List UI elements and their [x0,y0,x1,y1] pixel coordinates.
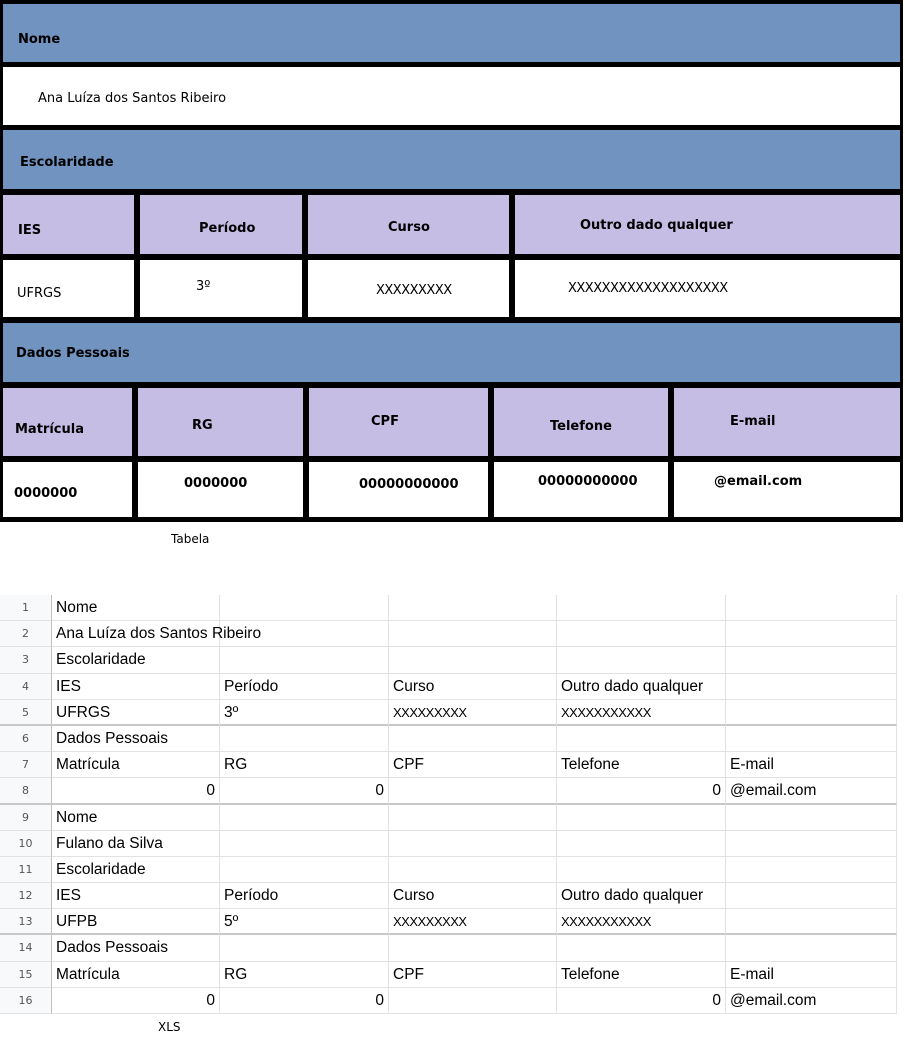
dados-header-telefone: Telefone [494,388,668,456]
esc-value-periodo: 3º [140,260,302,317]
sheet-cell[interactable] [389,935,557,961]
sheet-cell[interactable]: @email.com [726,778,897,804]
sheet-cell[interactable]: Período [220,674,389,700]
sheet-cell[interactable]: UFPB [52,909,220,935]
sheet-cell[interactable]: Curso [389,674,557,700]
sheet-cell[interactable]: CPF [389,962,557,988]
row-number[interactable]: 13 [0,909,52,935]
esc-header-outro: Outro dado qualquer [515,195,900,254]
row-number[interactable]: 2 [0,621,52,647]
sheet-cell[interactable] [220,647,389,673]
spreadsheet [0,595,897,1014]
escolaridade-section-header [3,130,900,189]
sheet-row [0,595,897,621]
sheet-cell[interactable] [220,726,389,752]
row-number[interactable]: 7 [0,752,52,778]
sheet-cell[interactable]: 3º [220,700,389,726]
sheet-row [0,988,897,1014]
sheet-cell[interactable]: IES [52,674,220,700]
sheet-cell[interactable] [220,805,389,831]
sheet-cell[interactable] [389,988,557,1014]
sheet-cell[interactable]: Escolaridade [52,857,220,883]
sheet-cell[interactable]: 5º [220,909,389,935]
sheet-cell[interactable] [726,674,897,700]
escolaridade-header-label: Escolaridade [20,155,114,170]
dados-header-matricula: Matrícula [3,388,132,456]
row-number[interactable]: 11 [0,857,52,883]
sheet-cell[interactable] [726,935,897,961]
sheet-cell[interactable] [389,595,557,621]
sheet-row [0,935,897,961]
sheet-cell[interactable] [220,831,389,857]
dados-header-email: E-mail [674,388,900,456]
sheet-row [0,752,897,778]
dados-value-rg: 0000000 [138,462,303,517]
sheet-cell[interactable]: CPF [389,752,557,778]
sheet-cell[interactable] [220,935,389,961]
sheet-cell[interactable]: Curso [389,883,557,909]
sheet-cell[interactable]: Escolaridade [52,647,220,673]
sheet-cell[interactable] [726,647,897,673]
sheet-cell[interactable]: XXXXXXXXX [389,700,557,726]
sheet-row [0,700,897,726]
esc-value-outro: XXXXXXXXXXXXXXXXXXX [515,260,900,317]
sheet-cell[interactable] [557,726,726,752]
sheet-cell[interactable] [726,857,897,883]
sheet-cell[interactable]: Fulano da Silva [52,831,220,857]
sheet-cell[interactable]: Matrícula [52,752,220,778]
sheet-cell[interactable]: RG [220,962,389,988]
dados-header-rg: RG [138,388,303,456]
sheet-cell[interactable] [220,621,389,647]
esc-value-curso: XXXXXXXXX [308,260,509,317]
sheet-cell[interactable]: UFRGS [52,700,220,726]
row-number[interactable]: 16 [0,988,52,1014]
sheet-cell[interactable] [726,700,897,726]
sheet-cell[interactable] [557,805,726,831]
nome-value-cell [3,67,900,125]
sheet-cell[interactable]: Telefone [557,752,726,778]
sheet-row [0,621,897,647]
sheet-cell[interactable] [557,831,726,857]
sheet-row [0,857,897,883]
sheet-row [0,805,897,831]
sheet-cell[interactable] [726,726,897,752]
row-number[interactable]: 1 [0,595,52,621]
sheet-cell[interactable] [389,805,557,831]
nome-header-label: Nome [18,32,61,47]
sheet-cell[interactable] [726,883,897,909]
sheet-cell[interactable]: E-mail [726,962,897,988]
xls-caption: XLS [158,1020,181,1034]
sheet-row [0,726,897,752]
dados-section-header [3,323,900,382]
sheet-cell[interactable]: Ana Luíza dos Santos Ribeiro [52,621,220,647]
sheet-cell[interactable]: Telefone [557,962,726,988]
sheet-cell[interactable]: 0 [220,988,389,1014]
dados-value-telefone: 00000000000 [494,462,668,517]
esc-header-ies: IES [3,195,134,254]
sheet-cell[interactable] [726,909,897,935]
sheet-cell[interactable] [389,831,557,857]
dados-value-cpf: 00000000000 [309,462,488,517]
sheet-cell[interactable] [389,778,557,804]
sheet-cell[interactable]: 0 [52,988,220,1014]
sheet-cell[interactable]: 0 [220,778,389,804]
form-table [0,0,903,522]
sheet-cell[interactable] [389,857,557,883]
sheet-cell[interactable]: Outro dado qualquer [557,883,726,909]
row-number[interactable]: 15 [0,962,52,988]
sheet-cell[interactable]: Nome [52,595,220,621]
row-number[interactable]: 6 [0,726,52,752]
sheet-cell[interactable]: E-mail [726,752,897,778]
sheet-cell[interactable]: Nome [52,805,220,831]
row-number[interactable]: 9 [0,805,52,831]
row-number[interactable]: 12 [0,883,52,909]
row-number[interactable]: 4 [0,674,52,700]
sheet-cell[interactable] [726,805,897,831]
sheet-row [0,883,897,909]
sheet-cell[interactable] [557,621,726,647]
sheet-cell[interactable]: Período [220,883,389,909]
tabela-caption: Tabela [171,532,210,546]
esc-header-curso: Curso [308,195,509,254]
esc-header-periodo: Período [140,195,302,254]
sheet-cell[interactable] [557,857,726,883]
sheet-row [0,962,897,988]
sheet-cell[interactable]: Dados Pessoais [52,726,220,752]
sheet-cell[interactable]: XXXXXXXXXXX [557,700,726,726]
dados-value-matricula: 0000000 [3,462,132,517]
sheet-cell[interactable]: Dados Pessoais [52,935,220,961]
dados-header-label: Dados Pessoais [16,346,130,361]
sheet-cell[interactable]: 0 [557,988,726,1014]
sheet-cell[interactable] [557,935,726,961]
esc-value-ies: UFRGS [3,260,134,317]
sheet-cell[interactable] [389,621,557,647]
row-number[interactable]: 10 [0,831,52,857]
dados-value-email: @email.com [674,462,900,517]
sheet-cell[interactable]: RG [220,752,389,778]
sheet-row [0,831,897,857]
sheet-cell[interactable] [220,595,389,621]
sheet-cell[interactable] [389,647,557,673]
nome-section-header [3,4,900,62]
sheet-cell[interactable]: @email.com [726,988,897,1014]
sheet-cell[interactable]: Matrícula [52,962,220,988]
sheet-row [0,909,897,935]
sheet-row [0,647,897,673]
dados-header-cpf: CPF [309,388,488,456]
sheet-cell[interactable]: Outro dado qualquer [557,674,726,700]
nome-value: Ana Luíza dos Santos Ribeiro [38,91,227,106]
sheet-cell[interactable] [220,857,389,883]
sheet-cell[interactable]: 0 [52,778,220,804]
sheet-cell[interactable]: XXXXXXXXX [389,909,557,935]
sheet-cell[interactable] [557,595,726,621]
row-number[interactable]: 5 [0,700,52,726]
sheet-row [0,778,897,804]
sheet-row [0,674,897,700]
sheet-cell[interactable]: 0 [557,778,726,804]
row-number[interactable]: 14 [0,935,52,961]
sheet-cell[interactable]: IES [52,883,220,909]
sheet-cell[interactable]: XXXXXXXXXXX [557,909,726,935]
row-number[interactable]: 3 [0,647,52,673]
sheet-cell[interactable] [389,726,557,752]
sheet-cell[interactable] [557,647,726,673]
row-number[interactable]: 8 [0,778,52,804]
sheet-cell[interactable] [726,595,897,621]
sheet-cell[interactable] [726,831,897,857]
sheet-cell[interactable] [726,621,897,647]
